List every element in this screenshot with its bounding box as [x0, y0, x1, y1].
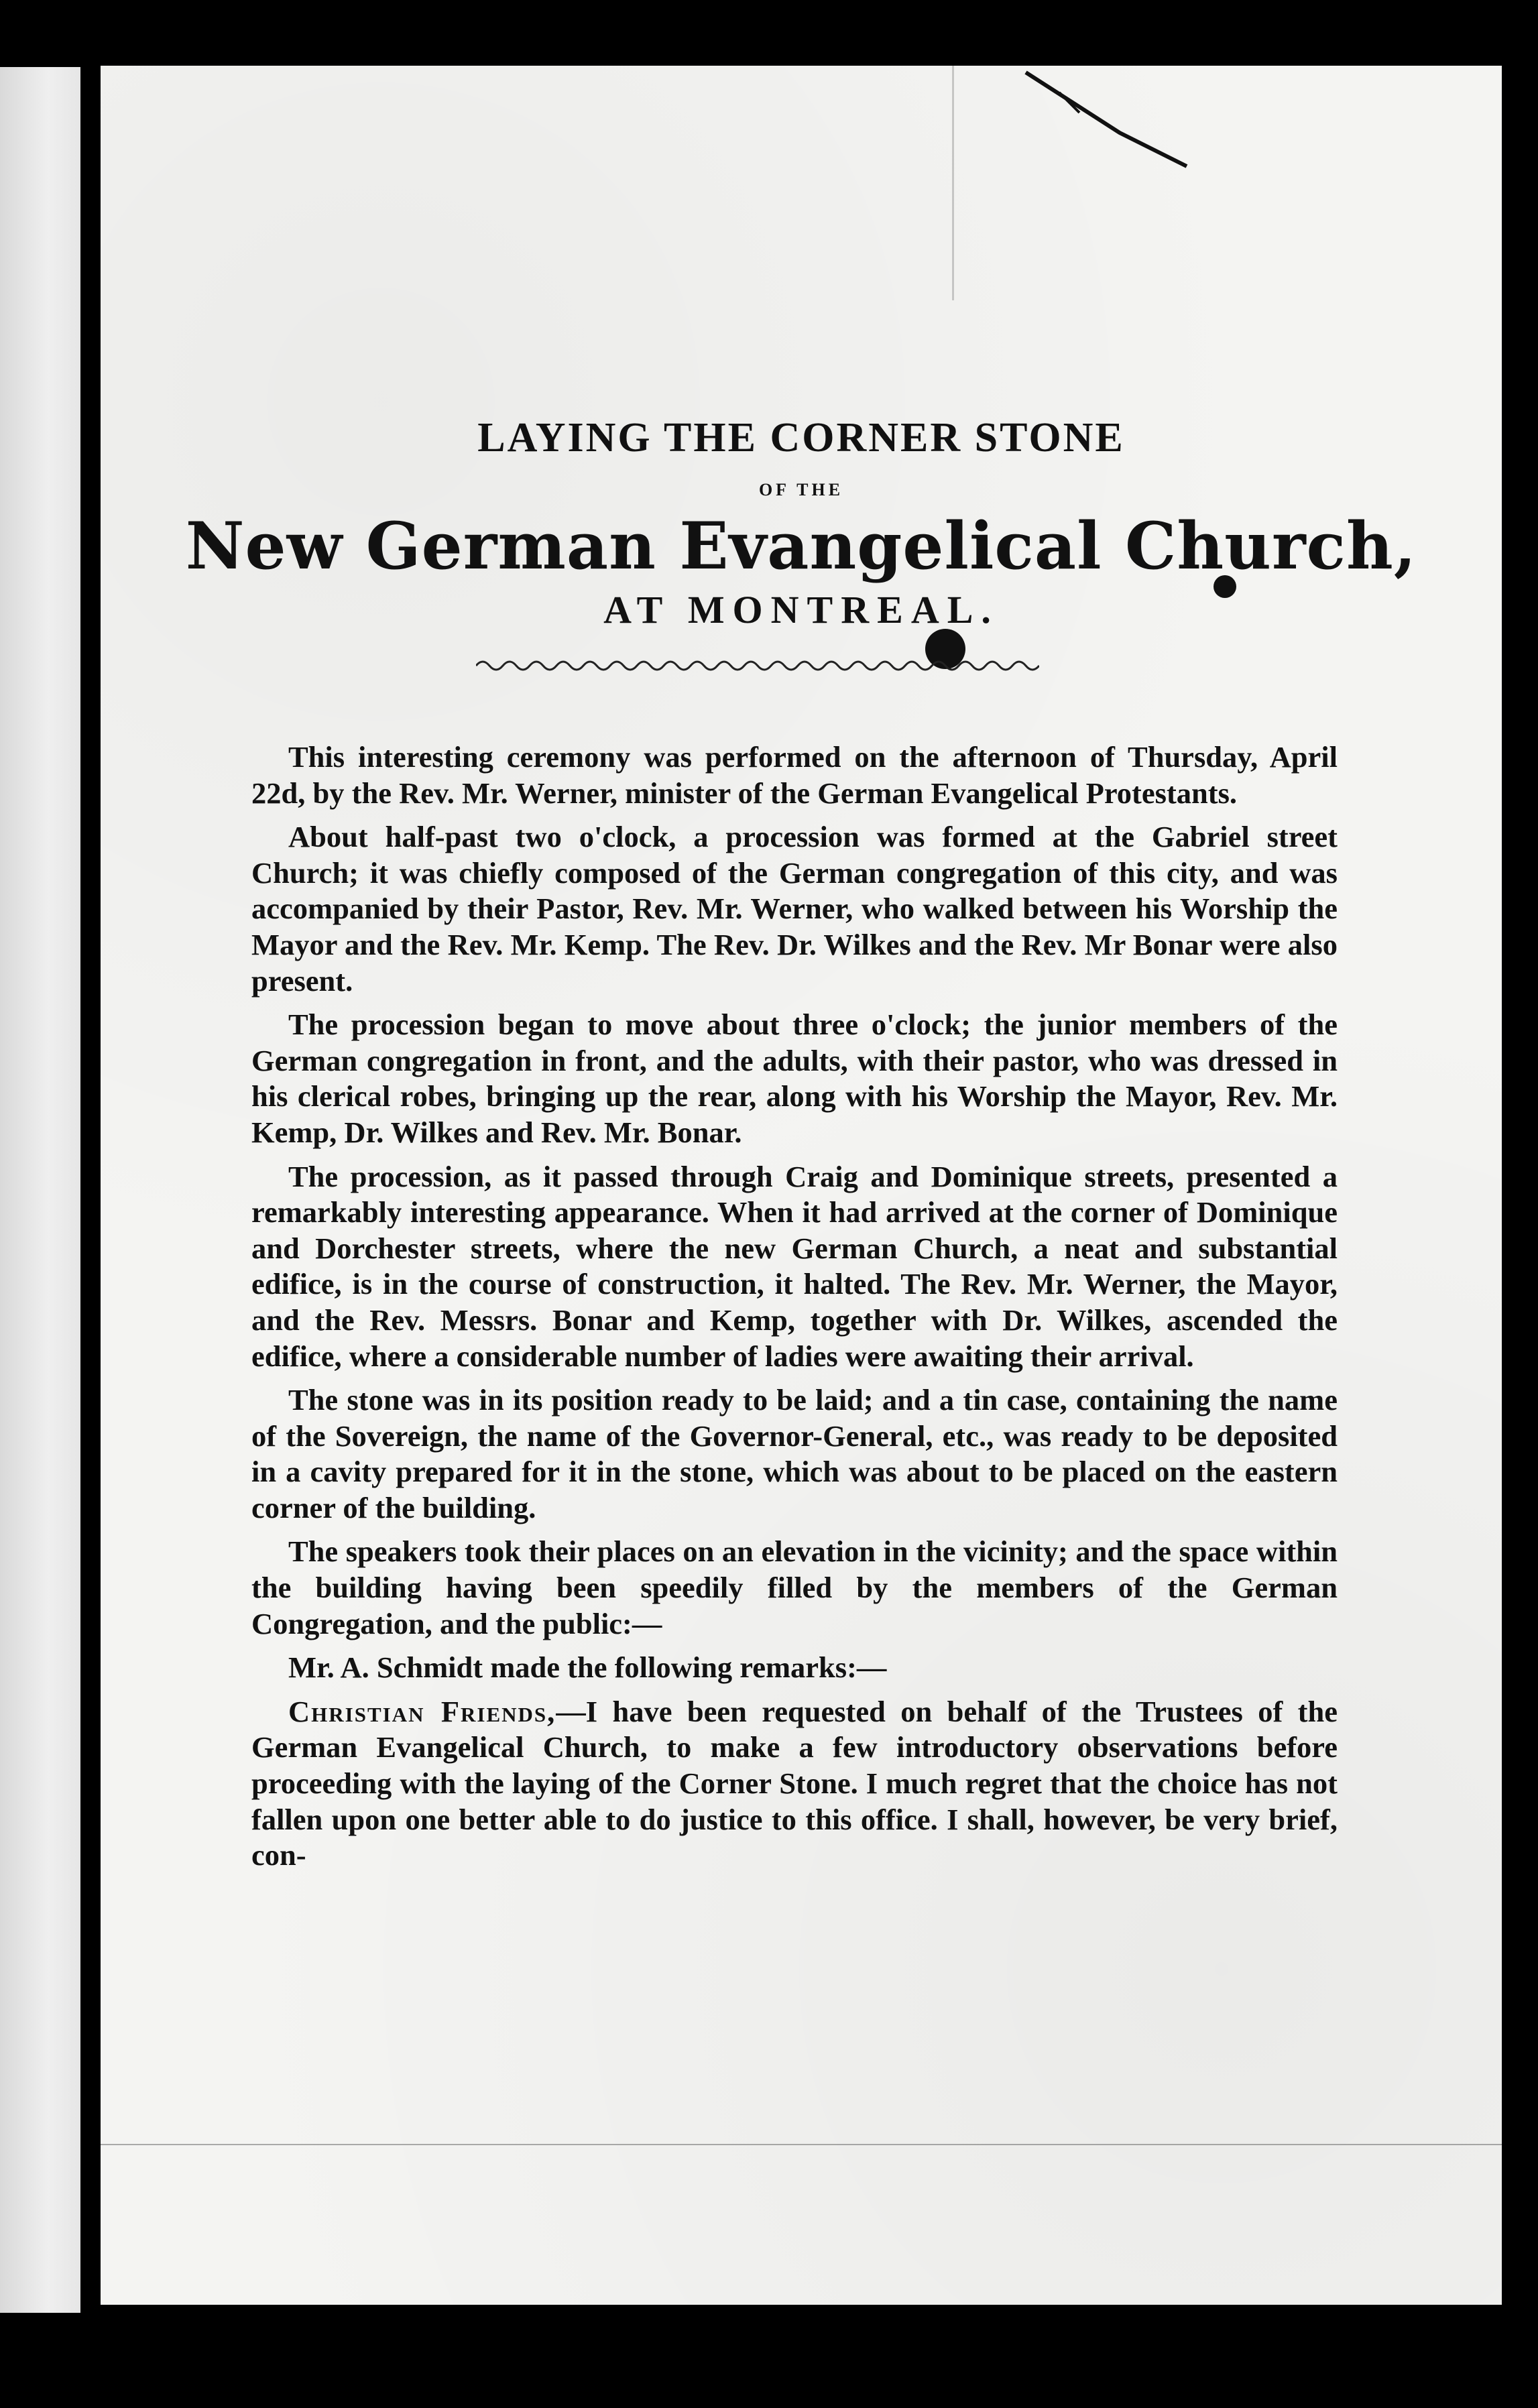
fold-line-vertical: [952, 66, 954, 300]
paragraph: The procession, as it passed through Craig and Dominique streets, presented a remarkably interesting appearance. When it had arrived at the corner of Dominique and Dorchester streets, where the new German Church, a neat and substantial edifice, is in the course of construction, it halted. The Rev. Mr. Werner, the Mayor, and the Rev. Messrs. Bonar and Kemp, together with Dr. Wilkes, ascended the edifice, where a considerable number of ladies were awaiting their arrival.: [251, 1159, 1338, 1373]
heading-line-3: New German Evangelical Church,: [185, 508, 1417, 584]
heading-line-1: LAYING THE CORNER STONE: [477, 415, 1125, 461]
heading-line-4: AT MONTREAL.: [603, 588, 999, 631]
heading-line-2: OF THE: [758, 480, 844, 499]
paragraph: About half-past two o'clock, a procession was formed at the Gabriel street Church; it was chiefly composed of the German congregation of this city, and was accompanied by their Pastor, Rev. Mr. Werner, who walked between his Worship the Mayor and the Rev. Mr. Kemp. The Rev. Dr. Wilkes and the Rev. Mr Bonar were also present.: [251, 820, 1338, 998]
fold-line-horizontal: [101, 2144, 1502, 2145]
decorative-rule: [476, 656, 1039, 676]
paragraph: This interesting ceremony was performed on the afternoon of Thursday, April 22d, by the Rev. Mr. Werner, minister of the German Evangelical Protestants.: [251, 740, 1338, 810]
paragraph: The speakers took their places on an elevation in the vicinity; and the space within the building having been speedily filled by the members of the German Congregation, and the public:—: [251, 1534, 1338, 1640]
facing-page-edge: [0, 67, 80, 2313]
document-page: [101, 66, 1502, 2305]
torn-corner-mark: [1019, 66, 1193, 173]
salutation: Christian Friends,: [288, 1694, 556, 1728]
paragraph: Mr. A. Schmidt made the following remarks:—: [288, 1650, 887, 1685]
paragraph-speech: [251, 1694, 1338, 1874]
paragraph: The stone was in its position ready to be laid; and a tin case, containing the name of the Sovereign, the name of the Governor-General, etc., was ready to be deposited in a cavity prepared for it in the stone, which was about to be placed on the eastern corner of the building.: [251, 1383, 1338, 1524]
speech-text: —I have been requested on behalf of the Trustees of the German Evangelical Church, to make a few introductory observations before proceeding with the laying of the Corner Stone. I much regret that the choice has not fallen upon one better able to do justice to this office. I shall, however, be very brief, con-: [251, 1694, 1338, 1872]
paragraph: The procession began to move about three o'clock; the junior members of the German congregation in front, and the adults, with their pastor, who was dressed in his clerical robes, bringing up the rear, along with his Worship the Mayor, Rev. Mr. Kemp, Dr. Wilkes and Rev. Mr. Bonar.: [251, 1008, 1338, 1149]
article-body: [251, 739, 1338, 1882]
